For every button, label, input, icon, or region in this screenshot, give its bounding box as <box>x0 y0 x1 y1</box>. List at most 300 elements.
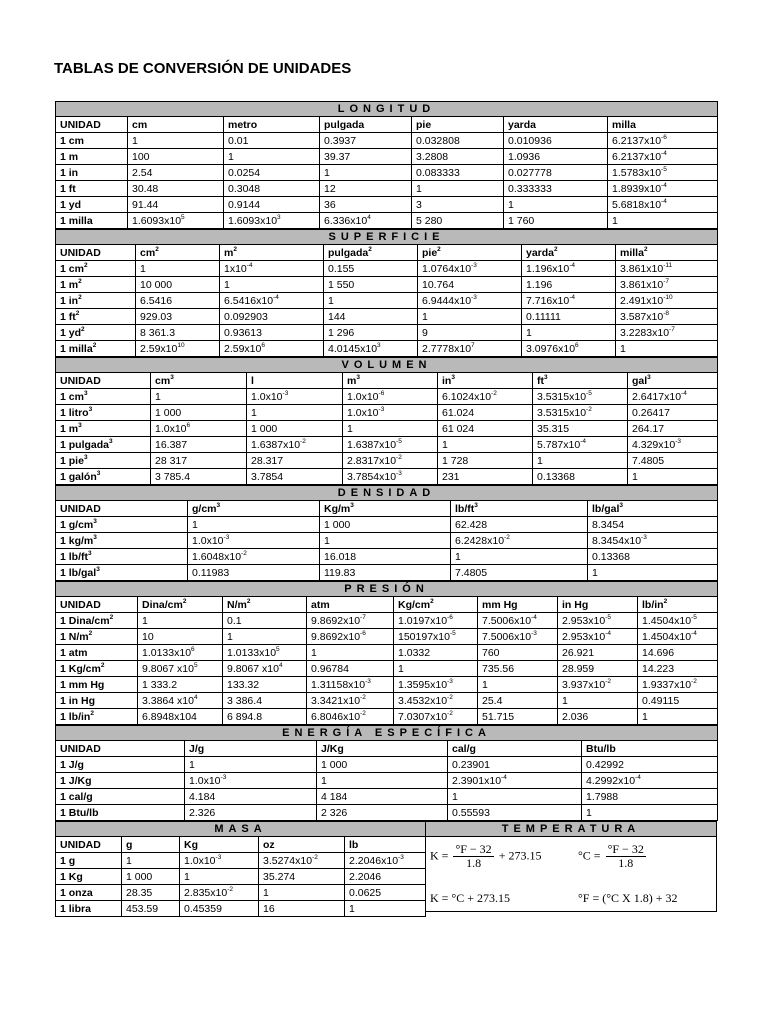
table-cell: 9.8067 $x10^5$ <box>138 661 223 677</box>
table-cell: 62.428 <box>451 517 588 533</box>
table-cell: 264.17 <box>628 421 718 437</box>
column-header: metro <box>224 117 320 133</box>
table-cell: $5.787x10^{-4}$ <box>533 437 628 453</box>
formula-text: + 273.15 <box>498 848 542 863</box>
superscript: 2 <box>430 597 434 605</box>
column-header: UNIDAD <box>56 501 188 517</box>
column-header: gal$^3$ <box>628 373 718 389</box>
table-header-row <box>56 837 426 853</box>
row-unit: 1 $m^3$ <box>56 421 151 437</box>
formula-numerator: °F − 32 <box>455 842 492 856</box>
table-cell: $1.0x10^{-3}$ <box>188 533 320 549</box>
table-cell: 26.921 <box>558 645 638 661</box>
table-cell: 35.274 <box>259 869 345 885</box>
table-cell: 1 760 <box>504 213 608 229</box>
row-unit: 1 g <box>56 853 122 869</box>
row-unit: 1 lb/gal$^3$ <box>56 565 188 581</box>
table-row <box>56 149 718 165</box>
superscript: -5 <box>586 389 592 397</box>
table-row <box>56 661 718 677</box>
row-unit: 1 $N/m^2$ <box>56 629 138 645</box>
table-cell: $3.5315x10^{-2}$ <box>533 405 628 421</box>
superscript: -4 <box>501 773 507 781</box>
masa-section <box>55 821 425 917</box>
table-cell: 1.0936 <box>504 149 608 165</box>
table-cell: 2.326 <box>185 805 317 821</box>
table-cell: $2.59x10^{10}$ <box>136 341 220 357</box>
table-cell: $3.2283x10^{-7}$ <box>616 325 718 341</box>
table-header-row <box>56 597 718 613</box>
table-cell: 28.35 <box>122 885 180 901</box>
table-cell: 1 <box>128 133 224 149</box>
table-cell: 1 <box>582 805 718 821</box>
table-cell: 231 <box>438 469 533 485</box>
table-cell: $1.6048x10^{-2}$ <box>188 549 320 565</box>
superscript: -3 <box>282 389 289 397</box>
table-cell: 1 <box>616 341 718 357</box>
table-cell: 0.0254 <box>224 165 320 181</box>
table-row <box>56 613 718 629</box>
table-cell: 16 <box>259 901 345 917</box>
table-row <box>56 405 718 421</box>
table-cell: $7.0307x10^{-2}$ <box>394 709 478 725</box>
superscript: 2 <box>75 309 80 317</box>
superscript: 3 <box>619 501 624 509</box>
table-cell: $3.5315x10^{-5}$ <box>533 389 628 405</box>
table-cell: 0.42992 <box>582 757 718 773</box>
superscript: -3 <box>641 533 647 541</box>
table-cell: 0.49115 <box>638 693 718 709</box>
table-cell: 10 <box>138 629 223 645</box>
table-row <box>56 277 718 293</box>
table-cell: 51.715 <box>478 709 558 725</box>
superscript: 3 <box>93 533 97 541</box>
main-tables <box>55 101 717 821</box>
table-cell: $1.0x10^{-3}$ <box>180 853 259 869</box>
table-cell: 100 <box>128 149 224 165</box>
table-cell: $3.861x10^{-11}$ <box>616 261 718 277</box>
table-cell: $6.2137x10^{-4}$ <box>608 149 718 165</box>
energia-especifica-header: ENERGÍA ESPECÍFICA <box>56 726 718 741</box>
column-header: Btu/lb <box>582 741 718 757</box>
superscript: 3 <box>96 565 100 573</box>
table-cell: 1 <box>188 517 320 533</box>
column-header: J/g <box>185 741 317 757</box>
formula-kelvin-from-celsius: K = °C + 273.15 <box>430 891 511 905</box>
superscript: 3 <box>377 341 381 349</box>
superscript: 2 <box>643 245 648 253</box>
table-header-row <box>56 741 718 757</box>
superscript: 3 <box>88 549 92 557</box>
column-header: $m^3$ <box>343 373 438 389</box>
superscript: -6 <box>360 629 366 637</box>
table-row <box>56 517 718 533</box>
table-cell: 1.196 <box>522 277 616 293</box>
superscript: -2 <box>312 853 318 861</box>
temperatura-formulas <box>425 837 717 912</box>
row-unit: 1 libra <box>56 901 122 917</box>
table-row <box>56 757 718 773</box>
table-cell: 1 000 <box>317 757 448 773</box>
table-cell: 1 <box>223 629 307 645</box>
table-row <box>56 853 426 869</box>
table-cell: 1 <box>224 149 320 165</box>
row-unit: 1 atm <box>56 645 138 661</box>
row-unit: 1 galón$^3$ <box>56 469 151 485</box>
table-cell: 2.2046 <box>345 869 426 885</box>
table-cell: 0.23901 <box>448 757 582 773</box>
row-unit: 1 ft <box>56 181 128 197</box>
conversion-tables <box>55 101 717 917</box>
table-cell: 9 <box>418 325 522 341</box>
table-cell: 1 <box>558 693 638 709</box>
table-cell: 1 <box>394 661 478 677</box>
row-unit: 1 m <box>56 149 128 165</box>
superscript: -2 <box>396 453 402 461</box>
superscript: -2 <box>241 549 247 557</box>
table-header-row <box>56 245 718 261</box>
superscript: 2 <box>90 709 94 717</box>
table-row <box>56 629 718 645</box>
column-header: lb/gal$^3$ <box>588 501 718 517</box>
table-cell: 3.7854 <box>247 469 343 485</box>
table-cell: 1.0332 <box>394 645 478 661</box>
superscript: -2 <box>491 389 497 397</box>
superscript: -5 <box>396 437 402 445</box>
table-row <box>56 549 718 565</box>
superscript: 2 <box>663 597 668 605</box>
volumen-table <box>55 357 718 485</box>
row-unit: 1 $lb/in^2$ <box>56 709 138 725</box>
superscript: -4 <box>569 261 575 269</box>
superscript: 2 <box>155 245 159 253</box>
superscript: 6 <box>261 341 265 349</box>
row-unit: 1 J/g <box>56 757 185 773</box>
table-row <box>56 565 718 581</box>
table-cell: $1.196x10^{-4}$ <box>522 261 616 277</box>
column-header: UNIDAD <box>56 373 151 389</box>
table-cell: $1.0764x10^{-3}$ <box>418 261 522 277</box>
row-unit: 1 cm <box>56 133 128 149</box>
column-header: yarda$^2$ <box>522 245 616 261</box>
temperatura-section <box>425 821 717 917</box>
table-cell: 1 <box>451 549 588 565</box>
table-cell: 1 <box>418 309 522 325</box>
column-header: $N/m^2$ <box>223 597 307 613</box>
superscript: -5 <box>605 613 611 621</box>
column-header: pie$^2$ <box>418 245 522 261</box>
table-row <box>56 325 718 341</box>
table-cell: $1.0197x10^{-6}$ <box>394 613 478 629</box>
formula-numerator: °F − 32 <box>607 842 644 856</box>
table-cell: 4.184 <box>185 789 317 805</box>
superscript: -7 <box>669 325 675 333</box>
table-cell: 61.024 <box>438 405 533 421</box>
table-cell: $150197x10^{-5}$ <box>394 629 478 645</box>
table-cell: $1.0x10^{-3}$ <box>185 773 317 789</box>
table-cell: $7.5006x10^{-3}$ <box>478 629 558 645</box>
superscript: 2 <box>88 629 93 637</box>
row-unit: 1 $lb/ft^3$ <box>56 549 188 565</box>
masa-table <box>55 821 426 917</box>
table-cell: 2.54 <box>128 165 224 181</box>
table-cell: $3.7854x10^{-3}$ <box>343 469 438 485</box>
superscript: -5 <box>449 629 456 637</box>
row-unit: 1 pulgada$^3$ <box>56 437 151 453</box>
table-cell: 30.48 <box>128 181 224 197</box>
table-row <box>56 341 718 357</box>
row-unit: 1 onza <box>56 885 122 901</box>
table-cell: 0.0625 <box>345 885 426 901</box>
table-cell: 1 <box>448 789 582 805</box>
superscript: 3 <box>93 517 97 525</box>
table-cell: $6.336x10^4$ <box>320 213 412 229</box>
table-cell: $1.0x10^6$ <box>151 421 247 437</box>
table-cell: 1 <box>522 325 616 341</box>
row-unit: 1 yd <box>56 197 128 213</box>
superscript: 3 <box>216 501 221 509</box>
superscript: 4 <box>367 213 371 221</box>
column-header: oz <box>259 837 345 853</box>
row-unit: 1 $kg/m^3$ <box>56 533 188 549</box>
superscript: 2 <box>109 613 114 621</box>
column-header: J/Kg <box>317 741 448 757</box>
superscript: -2 <box>300 437 306 445</box>
table-row <box>56 709 718 725</box>
table-cell: 0.027778 <box>504 165 608 181</box>
table-cell: 1 <box>438 437 533 453</box>
table-cell: 6 894.8 <box>223 709 307 725</box>
superscript: 3 <box>451 373 455 381</box>
table-cell: 7.4805 <box>451 565 588 581</box>
table-cell: 25.4 <box>478 693 558 709</box>
table-cell: 28.959 <box>558 661 638 677</box>
table-cell: 4 184 <box>317 789 448 805</box>
table-cell: $2.3901x10^{-4}$ <box>448 773 582 789</box>
column-header: $m^2$ <box>220 245 324 261</box>
superscript: -2 <box>447 693 453 701</box>
superscript: -3 <box>471 293 477 301</box>
table-cell: $5.6818x10^{-4}$ <box>608 197 718 213</box>
formula-fraction <box>453 843 493 870</box>
column-header: pulgada <box>320 117 412 133</box>
table-cell: $1.3595x10^{-3}$ <box>394 677 478 693</box>
superficie-table <box>55 229 718 357</box>
row-unit: 1 $in^2$ <box>56 293 136 309</box>
table-cell: 14.223 <box>638 661 718 677</box>
table-cell: 1 550 <box>324 277 418 293</box>
superscript: 2 <box>233 245 237 253</box>
table-cell: 1 <box>412 181 504 197</box>
row-unit: 1 $g/cm^3$ <box>56 517 188 533</box>
table-row <box>56 213 718 229</box>
table-row <box>56 421 718 437</box>
superscript: -2 <box>691 677 697 685</box>
column-header: UNIDAD <box>56 597 138 613</box>
table-cell: $2.59x10^6$ <box>220 341 324 357</box>
table-cell: 61 024 <box>438 421 533 437</box>
longitud-table <box>55 101 718 229</box>
superscript: -4 <box>605 629 611 637</box>
table-cell: 10.764 <box>418 277 522 293</box>
column-header: $g/cm^3$ <box>188 501 320 517</box>
table-cell: 1 <box>343 421 438 437</box>
table-cell: 0.93613 <box>220 325 324 341</box>
table-row <box>56 773 718 789</box>
table-cell: $9.8692x10^{-6}$ <box>307 629 394 645</box>
superscript: -6 <box>447 613 453 621</box>
table-cell: $6.2428x10^{-2}$ <box>451 533 588 549</box>
table-cell: 0.96784 <box>307 661 394 677</box>
table-header-row <box>56 373 718 389</box>
table-cell: $3.587x10^{-8}$ <box>616 309 718 325</box>
superscript: -4 <box>691 629 697 637</box>
superscript: -3 <box>365 677 371 685</box>
masa-header: MASA <box>56 822 426 837</box>
superscript: -3 <box>471 261 477 269</box>
superscript: 7 <box>471 341 475 349</box>
table-cell: $1.5783x10^{-5}$ <box>608 165 718 181</box>
table-row <box>56 869 426 885</box>
table-cell: 1 <box>628 469 718 485</box>
table-cell: 39.37 <box>320 149 412 165</box>
table-row <box>56 645 718 661</box>
superscript: 3 <box>170 373 174 381</box>
superscript: 2 <box>554 245 558 253</box>
table-row <box>56 469 718 485</box>
column-header: lb <box>345 837 426 853</box>
table-cell: 929.03 <box>136 309 220 325</box>
superscript: 4 <box>278 661 283 669</box>
table-cell: $1.4504x10^{-4}$ <box>638 629 718 645</box>
table-cell: $2.6417x10^{-4}$ <box>628 389 718 405</box>
superscript: -2 <box>447 709 453 717</box>
table-cell: 1 <box>478 677 558 693</box>
table-cell: 0.333333 <box>504 181 608 197</box>
superscript: -3 <box>675 437 681 445</box>
energia-especifica-table <box>55 725 718 821</box>
table-cell: 1 <box>533 453 628 469</box>
table-cell: 6.8948x104 <box>138 709 223 725</box>
table-cell: $2.7778x10^7$ <box>418 341 522 357</box>
column-header: cm <box>128 117 224 133</box>
row-unit: 1 $Kg/cm^2$ <box>56 661 138 677</box>
table-cell: 0.13368 <box>588 549 718 565</box>
superficie-header: SUPERFICIE <box>56 230 718 245</box>
column-header: $cm^3$ <box>151 373 247 389</box>
superscript: 3 <box>647 373 651 381</box>
table-row <box>56 693 718 709</box>
table-cell: $7.5006x10^{-4}$ <box>478 613 558 629</box>
table-cell: 0.26417 <box>628 405 718 421</box>
superscript: -10 <box>663 293 673 301</box>
superscript: 6 <box>191 645 195 653</box>
column-header: UNIDAD <box>56 741 185 757</box>
table-header-row <box>56 501 718 517</box>
column-header: cal/g <box>448 741 582 757</box>
table-cell: $6.8046x10^{-2}$ <box>307 709 394 725</box>
superscript: 2 <box>100 661 105 669</box>
superscript: 3 <box>350 501 354 509</box>
row-unit: 1 Kg <box>56 869 122 885</box>
table-cell: 760 <box>478 645 558 661</box>
table-cell: 5 280 <box>412 213 504 229</box>
formula-fahrenheit-from-celsius: °F = (°C X 1.8) + 32 <box>578 891 678 905</box>
table-cell: 1 000 <box>247 421 343 437</box>
table-cell: $2.953x10^{-4}$ <box>558 629 638 645</box>
table-cell: $4.329x10^{-3}$ <box>628 437 718 453</box>
superscript: -7 <box>663 277 669 285</box>
superscript: 3 <box>277 213 281 221</box>
table-cell: $1.0x10^{-6}$ <box>343 389 438 405</box>
table-cell: 0.11111 <box>522 309 616 325</box>
column-header: $lb/in^2$ <box>638 597 718 613</box>
table-cell: 91.44 <box>128 197 224 213</box>
superscript: 2 <box>246 597 251 605</box>
table-cell: 9.8067 $x10^4$ <box>223 661 307 677</box>
table-cell: 10 000 <box>136 277 220 293</box>
column-header: $Kg/cm^2$ <box>394 597 478 613</box>
table-row <box>56 293 718 309</box>
formula-denominator: 1.8 <box>618 856 634 870</box>
table-cell: 35.315 <box>533 421 628 437</box>
superscript: 5 <box>193 661 198 669</box>
superscript: 2 <box>92 341 97 349</box>
table-cell: 3 <box>412 197 504 213</box>
column-header: UNIDAD <box>56 117 128 133</box>
table-cell: 28 317 <box>151 453 247 469</box>
table-cell: 0.083333 <box>412 165 504 181</box>
table-cell: 1 <box>588 565 718 581</box>
superscript: -4 <box>569 293 575 301</box>
superscript: -3 <box>223 533 230 541</box>
table-cell: 0.155 <box>324 261 418 277</box>
table-cell: $2.835x10^{-2}$ <box>180 885 259 901</box>
superscript: 2 <box>437 245 441 253</box>
table-cell: 1 <box>180 869 259 885</box>
row-unit: 1 milla$^2$ <box>56 341 136 357</box>
superscript: -6 <box>378 389 385 397</box>
table-cell: $6.1024x10^{-2}$ <box>438 389 533 405</box>
table-cell: $6.2137x10^{-6}$ <box>608 133 718 149</box>
formula-kelvin-from-fahrenheit <box>430 843 541 870</box>
table-cell: 453.59 <box>122 901 180 917</box>
table-cell: $1.6387x10^{-2}$ <box>247 437 343 453</box>
table-cell: 1 <box>320 533 451 549</box>
column-header: $in^3$ <box>438 373 533 389</box>
longitud-header: LONGITUD <box>56 102 718 117</box>
column-header: $cm^2$ <box>136 245 220 261</box>
table-cell: 0.3937 <box>320 133 412 149</box>
table-cell: 1 <box>136 261 220 277</box>
table-cell: $1.6093x10^3$ <box>224 213 320 229</box>
table-cell: 7.4805 <box>628 453 718 469</box>
table-cell: $1.6387x10^{-5}$ <box>343 437 438 453</box>
superscript: 3 <box>356 373 360 381</box>
table-cell: 8.3454 <box>588 517 718 533</box>
table-cell: 0.13368 <box>533 469 628 485</box>
superscript: -4 <box>580 437 586 445</box>
table-cell: 0.032808 <box>412 133 504 149</box>
superscript: -2 <box>360 709 366 717</box>
table-row <box>56 165 718 181</box>
column-header: UNIDAD <box>56 245 136 261</box>
row-unit: 1 litro$^3$ <box>56 405 151 421</box>
table-cell: $4.2992x10^{-4}$ <box>582 773 718 789</box>
superscript: -2 <box>227 885 233 893</box>
table-cell: 1 <box>138 613 223 629</box>
superscript: -4 <box>661 149 667 157</box>
